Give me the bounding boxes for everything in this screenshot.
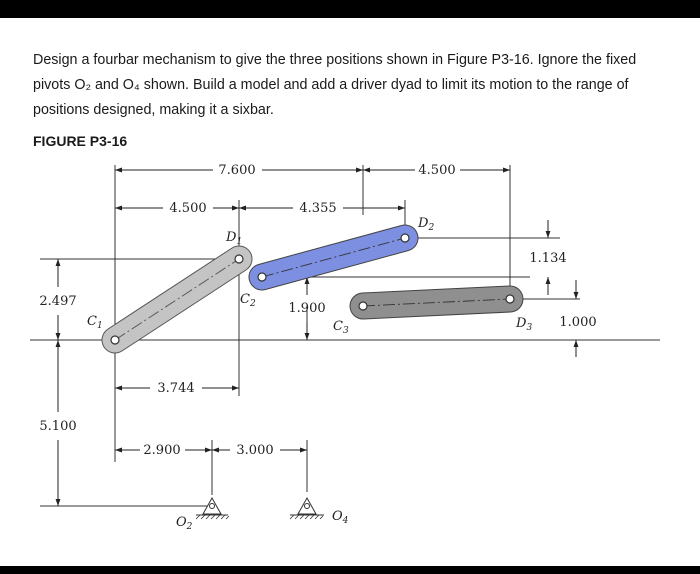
link-c2-d2 [262,238,405,277]
dim-1134: 1.134 [529,251,567,266]
label-d1: $D_1$ [226,230,243,247]
ground-pivot-o2 [196,498,229,519]
link-c3-d3 [363,299,510,306]
pivot-c1 [111,336,119,344]
label-c3: $C_3$ [333,319,349,336]
figure-label: FIGURE P3-16 [33,133,128,149]
dim-3744: 3.744 [157,381,195,396]
label-d3: $D_3$ [516,316,533,333]
question-line-1: Design a fourbar mechanism to give the three positions shown in Figure P3-16. Ignore the fixed [33,52,637,68]
dim-7600: 7.600 [218,163,256,178]
label-c2: $C_2$ [240,292,256,309]
dim-4500-top: 4.500 [418,163,456,178]
dim-4355: 4.355 [299,201,337,216]
question-line-3: positions designed, making it a sixbar. [33,102,274,118]
dim-1000: 1.000 [559,315,597,330]
label-o2: $O_2$ [176,515,193,532]
dim-3000: 3.000 [236,443,274,458]
dim-2900: 2.900 [143,443,181,458]
dim-4500-left: 4.500 [169,201,207,216]
question-line-2: pivots O₂ and O₄ shown. Build a model and add a driver dyad to limit its motion to the range of [33,77,629,93]
pivot-d2 [401,234,409,242]
label-c1: $C_1$ [87,314,103,331]
pivot-c2 [258,273,266,281]
ground-pivot-o4 [290,498,324,519]
dim-5100: 5.100 [39,419,77,434]
dim-1900: 1.900 [288,301,326,316]
pivot-c3 [359,302,367,310]
pivot-d1 [235,255,243,263]
pivot-d3 [506,295,514,303]
label-d2: $D_2$ [418,216,435,233]
label-o4: $O_4$ [332,509,349,526]
dim-2497: 2.497 [39,294,77,309]
link-c1-d1 [115,259,239,340]
